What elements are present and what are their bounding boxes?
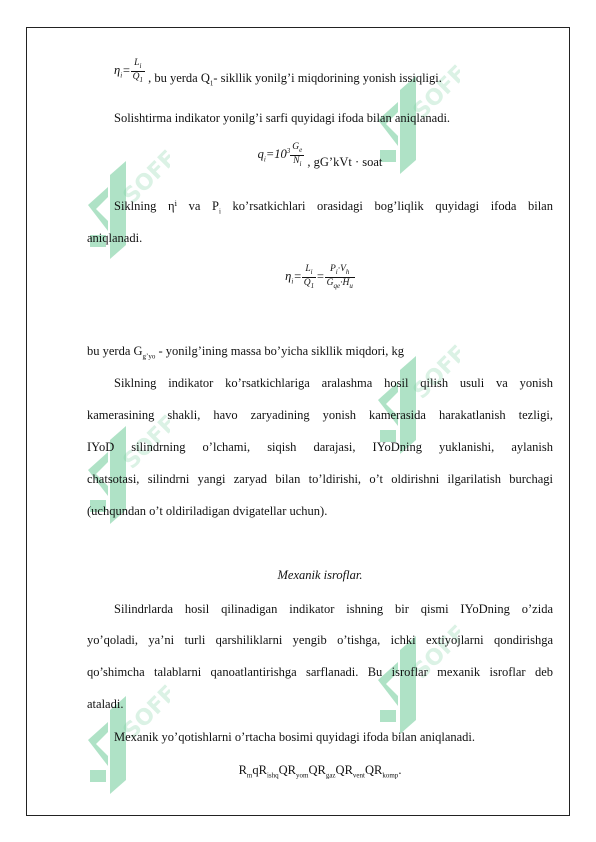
svg-text:SOFF: SOFF xyxy=(118,680,170,745)
formula2-fraction: $\frac{G_e}{N_i}$ xyxy=(292,142,303,168)
formula4-subscript: vent xyxy=(352,771,365,780)
svg-text:SOFF: SOFF xyxy=(408,620,460,685)
paragraph-mechanical-line-4: ataladi. xyxy=(87,697,124,711)
formula2-eq: $=10^3$ xyxy=(265,147,291,162)
paragraph-relation-line-2: aniqlanadi. xyxy=(87,231,143,245)
svg-text:SOFF: SOFF xyxy=(408,60,460,125)
svg-text:SOFF: SOFF xyxy=(118,410,170,475)
paragraph-factors-line-1: Siklning indikator ko’rsatkichlariga aralashma hosil qilish usuli va yonish xyxy=(114,376,553,390)
formula1-eq: = xyxy=(122,63,131,78)
heading-mechanical-losses: Mexanik isroflar. xyxy=(277,568,363,582)
formula3-eq1: = xyxy=(293,269,302,284)
formula-efficiency-line xyxy=(114,58,554,88)
formula4-term: QR xyxy=(308,763,326,777)
paragraph-specific-consumption: Solishtirma indikator yonilg’i sarfi quyidagi ifoda bilan aniqlanadi. xyxy=(114,111,451,125)
paragraph-factors-line-5: (uchqundan o’t oldiriladigan dvigatellar uchun). xyxy=(87,504,328,518)
formula4-subscript: m xyxy=(246,771,253,780)
paragraph-relation-line-1: Siklning ηⁱ va $P_i$ ko’rsatkichlari orasidagi bog’liqlik quyidagi ifoda bilan xyxy=(114,199,553,216)
formula1-fraction: $\frac{L_i}{Q_1}$ xyxy=(132,58,143,84)
formula2-unit: , gG’kVt · soat xyxy=(304,155,383,170)
formula3-eq2: = xyxy=(316,269,325,284)
formula-efficiency-expanded xyxy=(87,264,553,291)
formula-specific-consumption xyxy=(87,142,553,169)
paragraph-factors-line-3: IYoD silindrning o’lchami, siqish darajasi, IYoDning yuklanishi, aylanish xyxy=(87,440,553,454)
paragraph-where-fuel-mass: bu yerda $G_{g’yo}$ - yonilg’ining massa bo’yicha sikllik miqdori, kg xyxy=(87,344,404,361)
paragraph-factors-line-2: kamerasining shakli, havo zaryadining yonish kamerasida harakatlanish tezligi, xyxy=(87,408,553,422)
formula4-term: QR xyxy=(278,763,296,777)
formula1-text: , bu yerda $Q_1-$ sikllik yonilg’i miqdorining yonish issiqligi. xyxy=(144,71,442,88)
paragraph-factors-line-4: chatsotasi, silindrni yangi zaryad bilan to’ldirishi, o’t oldirishni ilgarilatish burchagi xyxy=(87,472,553,486)
formula4-term: qR xyxy=(252,763,267,777)
formula1-lhs: $\eta_i$ xyxy=(114,63,123,80)
formula4-subscript: komp xyxy=(382,771,399,780)
formula4-subscript: yom xyxy=(296,771,309,780)
formula3-fraction-1: $\frac{L_i}{Q_1}$ xyxy=(303,264,315,290)
formula2-lhs: $q_i$ xyxy=(257,147,266,164)
formula4-term: QR xyxy=(335,763,353,777)
formula4-subscript: gaz xyxy=(325,771,336,780)
formula3-lhs: $\eta_i$ xyxy=(285,269,294,286)
paragraph-mechanical-line-3: qo’shimcha talablarni qanoatlantirishga sarflanadi. Bu isroflar mexanik isroflar deb xyxy=(87,665,553,679)
formula3-fraction-2: $\frac{P_i\cdot V_h}{G_{qe}\cdot H_u}$ xyxy=(326,264,353,290)
formula4-term: R xyxy=(238,763,247,777)
paragraph-mean-pressure: Mexanik yo’qotishlarni o’rtacha bosimi quyidagi ifoda bilan aniqlanadi. xyxy=(114,730,476,744)
formula4-term: QR xyxy=(364,763,383,777)
formula4-subscript: ishq xyxy=(266,771,279,780)
svg-text:SOFF: SOFF xyxy=(408,340,460,405)
formula-mechanical-pressure xyxy=(87,762,553,784)
paragraph-mechanical-line-2: yo’qoladi, ya’ni turli qarshiliklarni yengib o’tishga, ichki extiyojlarni qondirishga xyxy=(87,633,553,647)
svg-text:SOFF: SOFF xyxy=(118,145,170,210)
formula4-term: . xyxy=(398,763,402,777)
paragraph-mechanical-line-1: Silindrlarda hosil qilinadigan indikator ishning bir qismi IYoDning o’zida xyxy=(114,602,553,616)
